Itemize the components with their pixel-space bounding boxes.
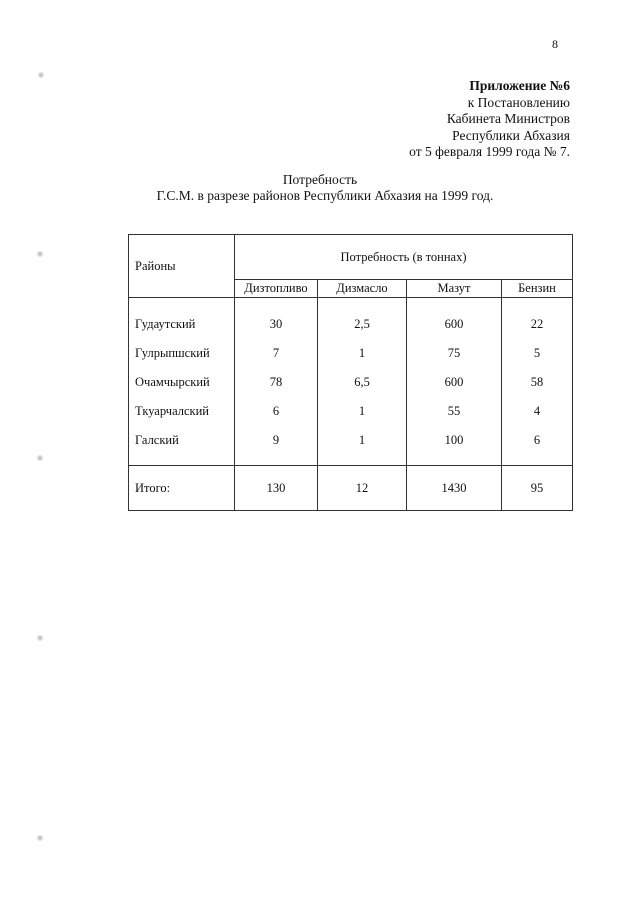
district-name: Ткуарчалский [129, 397, 235, 426]
column-header-fuel-oil: Мазут [407, 280, 502, 298]
total-cell: 12 [318, 466, 407, 511]
table-cell: 1 [318, 426, 407, 466]
table-cell: 78 [235, 368, 318, 397]
demand-group-header: Потребность (в тоннах) [235, 235, 573, 280]
total-cell: 95 [502, 466, 573, 511]
table-cell: 58 [502, 368, 573, 397]
table-cell: 1 [318, 339, 407, 368]
appendix-line-4: от 5 февраля 1999 года № 7. [409, 144, 570, 159]
column-header-diesel: Дизтопливо [235, 280, 318, 298]
table-cell: 6,5 [318, 368, 407, 397]
table-cell: 600 [407, 368, 502, 397]
total-label: Итого: [129, 466, 235, 511]
column-header-petrol: Бензин [502, 280, 573, 298]
districts-column-header: Районы [129, 235, 235, 298]
table-cell: 6 [235, 397, 318, 426]
table-cell: 600 [407, 298, 502, 340]
scan-mark [37, 835, 43, 841]
table-row [129, 339, 573, 368]
table-cell: 2,5 [318, 298, 407, 340]
appendix-header [409, 78, 570, 161]
table-cell: 7 [235, 339, 318, 368]
table-row [129, 368, 573, 397]
scan-mark [37, 635, 43, 641]
table-cell: 22 [502, 298, 573, 340]
document-title [0, 172, 640, 204]
fuel-demand-table [128, 234, 573, 511]
table-cell: 1 [318, 397, 407, 426]
scan-mark [37, 455, 43, 461]
table-row [129, 298, 573, 340]
total-cell: 1430 [407, 466, 502, 511]
district-name: Галский [129, 426, 235, 466]
table-cell: 100 [407, 426, 502, 466]
table-cell: 9 [235, 426, 318, 466]
table-cell: 5 [502, 339, 573, 368]
district-name: Гудаутский [129, 298, 235, 340]
appendix-line-3: Республики Абхазия [452, 127, 570, 143]
document-title-line-1: Потребность [282, 172, 358, 187]
appendix-line-1: к Постановлению [467, 94, 570, 110]
table-cell: 55 [407, 397, 502, 426]
appendix-line-2: Кабинета Министров [446, 111, 570, 126]
scan-mark [38, 72, 44, 78]
table-row [129, 426, 573, 466]
table-cell: 4 [502, 397, 573, 426]
table-cell: 6 [502, 426, 573, 466]
column-header-diesel-oil: Дизмасло [318, 280, 407, 298]
table-row [129, 397, 573, 426]
document-title-line-2: Г.С.М. в разрезе районов Республики Абхазия на 1999 год. [156, 188, 494, 203]
table-cell: 75 [407, 339, 502, 368]
scan-mark [37, 251, 43, 257]
appendix-title: Приложение №6 [469, 78, 570, 93]
total-row [129, 466, 573, 511]
total-cell: 130 [235, 466, 318, 511]
district-name: Очамчырский [129, 368, 235, 397]
district-name: Гулрыпшский [129, 339, 235, 368]
table-cell: 30 [235, 298, 318, 340]
page-number: 8 [552, 37, 558, 51]
